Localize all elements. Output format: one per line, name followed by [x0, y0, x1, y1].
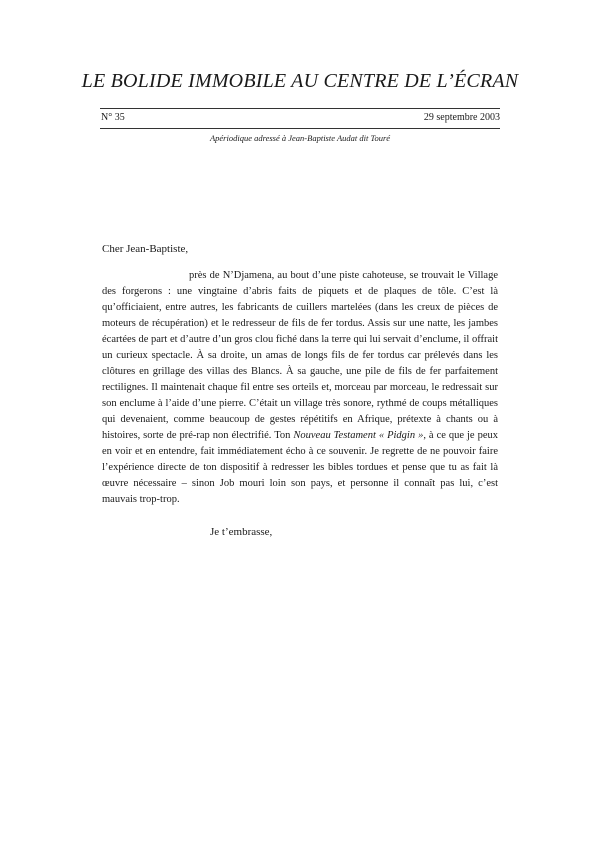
header-bottom-rule — [100, 128, 500, 129]
letter-body-part2: , à ce que je peux en voir et en entendre, fait immédiatement écho à ce souvenir. Je regrette de ne pouvoir faire l’expérience directe de ton dispositif à redresser les bibles tordues et pense que tu as fait là œuvre nécessaire – sinon Job mouri loin son pays, et personne il connaît pas lui, c’est mauvais trop-trop. — [102, 430, 498, 505]
issue-number: N° 35 — [101, 112, 125, 123]
letter-body — [102, 268, 498, 508]
issue-date: 29 septembre 2003 — [423, 112, 500, 123]
letter-body-emphasis: Nouveau Testament « Pidgin » — [293, 430, 424, 441]
letter-salutation: Cher Jean-Baptiste, — [102, 243, 189, 255]
letter-closing: Je t’embrasse, — [210, 526, 273, 538]
letter-body-part1: près de N’Djamena, au bout d’une piste cahoteuse, se trouvait le Village des forgerons : une vingtaine d’abris faits de piquets et de plaques de tôle. C’est là qu’officiaient, entre autres, les fabricants de cuillers martelées (dans les creux de pièces de moteurs de récupération) et le redresseur de fils de fer tordus. Assis sur une natte, les jambes écartées de part et d’autre d’un gros clou fiché dans la terre qui lui servait d’enclume, il offrait un curieux spectacle. À sa droite, un amas de longs fils de fer tordus car prélevés dans les clôtures en grillage des villas des Blancs. À sa gauche, une pile de fils de fer parfaitement rectilignes. Il maintenait chaque fil entre ses orteils et, morceau par morceau, le redressait sur son enclume à l’aide d’une pierre. C’était un village très sonore, rythmé de coups métalliques qui devenaient, comme beaucoup de gestes répétitifs en Afrique, prétexte à chants ou à histoires, sorte de pré-rap non électrifié. Ton — [102, 270, 498, 441]
header-top-rule — [100, 108, 500, 109]
letter-paragraph — [102, 268, 498, 508]
newsletter-subtitle: Apériodique adressé à Jean-Baptiste Audat dit Touré — [209, 133, 391, 143]
newsletter-title: LE BOLIDE IMMOBILE AU CENTRE DE L’ÉCRAN — [81, 70, 519, 92]
